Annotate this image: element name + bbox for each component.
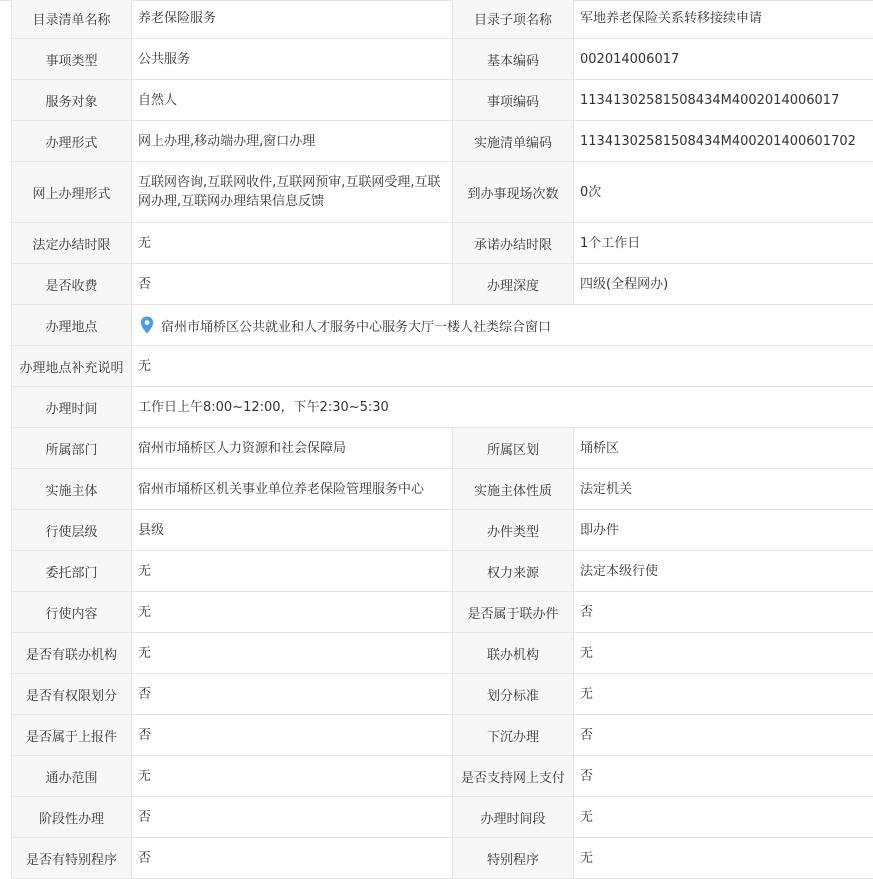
field-value: 002014006017 [574,39,873,80]
field-value: 11341302581508434M400201400601702 [574,121,873,162]
field-value: 否 [132,715,453,756]
field-label: 委托部门 [12,551,132,592]
location-pin-icon [140,316,154,334]
field-value: 工作日上午8:00~12:00，下午2:30~5:30 [132,387,873,428]
field-label: 网上办理形式 [12,162,132,223]
table-row [12,162,873,223]
field-label: 法定办结时限 [12,223,132,264]
table-row [12,756,873,797]
table-row [12,838,873,879]
field-value: 无 [574,674,873,715]
field-label: 特别程序 [453,838,574,879]
service-info-table [11,0,873,879]
table-row [12,674,873,715]
field-value: 埇桥区 [574,428,873,469]
field-label: 是否有联办机构 [12,633,132,674]
field-value: 养老保险服务 [132,0,453,39]
field-label: 目录清单名称 [12,0,132,39]
field-value: 自然人 [132,80,453,121]
table-row [12,387,873,428]
field-value: 法定机关 [574,469,873,510]
field-value: 无 [132,223,453,264]
field-value: 无 [574,838,873,879]
field-label: 划分标准 [453,674,574,715]
table-row [12,39,873,80]
location-text: 宿州市埇桥区公共就业和人才服务中心服务大厅一楼人社类综合窗口 [161,316,551,335]
field-value: 否 [132,838,453,879]
table-row [12,346,873,387]
field-label: 实施清单编码 [453,121,574,162]
field-label: 通办范围 [12,756,132,797]
field-value: 四级(全程网办) [574,264,873,305]
field-label: 所属部门 [12,428,132,469]
table-row [12,121,873,162]
field-label: 是否收费 [12,264,132,305]
field-value: 无 [132,592,453,633]
field-label: 是否属于上报件 [12,715,132,756]
field-value: 否 [574,756,873,797]
field-label: 是否有权限划分 [12,674,132,715]
field-label: 办理时间段 [453,797,574,838]
field-label: 承诺办结时限 [453,223,574,264]
table-row [12,469,873,510]
table-row [12,428,873,469]
field-label: 联办机构 [453,633,574,674]
field-value: 无 [132,756,453,797]
field-label: 办件类型 [453,510,574,551]
field-value: 11341302581508434M4002014006017 [574,80,873,121]
table-row [12,264,873,305]
field-value: 无 [574,633,873,674]
field-label: 服务对象 [12,80,132,121]
table-row [12,510,873,551]
field-label: 行使层级 [12,510,132,551]
table-row-location [12,305,873,346]
field-label: 是否支持网上支付 [453,756,574,797]
table-row [12,715,873,756]
table-row [12,0,873,39]
field-label: 实施主体 [12,469,132,510]
field-value: 互联网咨询,互联网收件,互联网预审,互联网受理,互联网办理,互联网办理结果信息反馈 [132,162,453,223]
field-value: 否 [574,592,873,633]
field-label: 行使内容 [12,592,132,633]
table-row [12,80,873,121]
field-value: 无 [132,346,873,387]
field-value: 无 [132,633,453,674]
field-value: 宿州市埇桥区人力资源和社会保障局 [132,428,453,469]
field-value: 否 [132,797,453,838]
table-row [12,633,873,674]
field-label: 到办事现场次数 [453,162,574,223]
field-label: 是否属于联办件 [453,592,574,633]
field-value: 无 [574,797,873,838]
field-label: 阶段性办理 [12,797,132,838]
field-value: 否 [132,264,453,305]
field-value: 公共服务 [132,39,453,80]
field-label: 是否有特别程序 [12,838,132,879]
field-value: 否 [132,674,453,715]
table-row [12,592,873,633]
location-link[interactable] [132,316,873,335]
field-label: 办理地点补充说明 [12,346,132,387]
field-value: 军地养老保险关系转移接续申请 [574,0,873,39]
field-label: 办理形式 [12,121,132,162]
location-cell [132,305,873,346]
field-label: 事项编码 [453,80,574,121]
field-value: 法定本级行使 [574,551,873,592]
field-label: 所属区划 [453,428,574,469]
table-row [12,223,873,264]
field-label: 基本编码 [453,39,574,80]
field-value: 0次 [574,162,873,223]
table-row [12,551,873,592]
field-value: 否 [574,715,873,756]
field-label: 办理深度 [453,264,574,305]
field-label: 目录子项名称 [453,0,574,39]
field-label: 实施主体性质 [453,469,574,510]
field-label: 办理地点 [12,305,132,346]
field-label: 权力来源 [453,551,574,592]
table-row [12,797,873,838]
field-value: 无 [132,551,453,592]
field-value: 县级 [132,510,453,551]
field-value: 网上办理,移动端办理,窗口办理 [132,121,453,162]
field-label: 事项类型 [12,39,132,80]
field-value: 即办件 [574,510,873,551]
field-value: 1个工作日 [574,223,873,264]
field-label: 办理时间 [12,387,132,428]
field-value: 宿州市埇桥区机关事业单位养老保险管理服务中心 [132,469,453,510]
field-label: 下沉办理 [453,715,574,756]
